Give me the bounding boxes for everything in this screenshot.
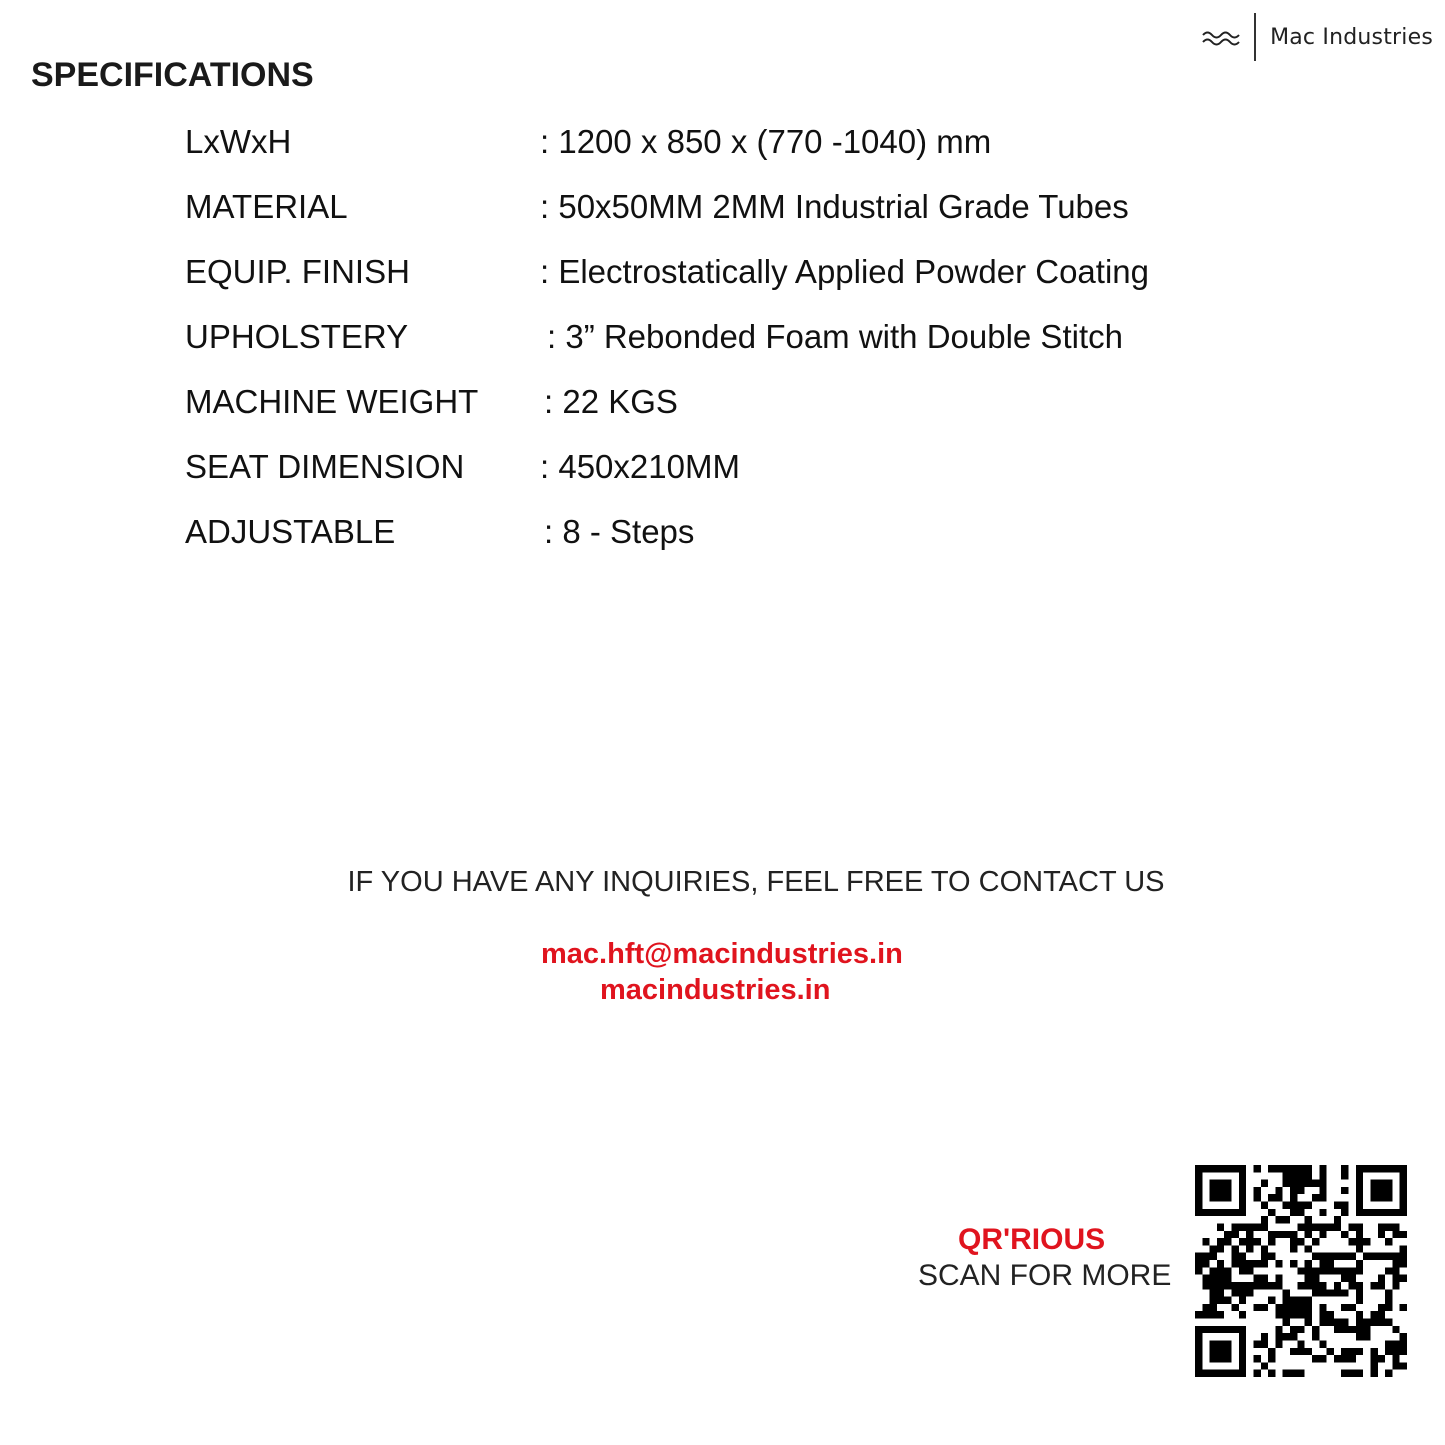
spec-value: : 3” Rebonded Foam with Double Stitch xyxy=(547,318,1123,355)
page-title: SPECIFICATIONS xyxy=(31,56,314,94)
qr-brand-label: QR'RIOUS xyxy=(958,1223,1106,1256)
spec-value: : 22 KGS xyxy=(544,383,678,420)
spec-value: : 1200 x 850 x (770 -1040) mm xyxy=(540,123,992,160)
qr-code-icon[interactable] xyxy=(1195,1165,1407,1377)
spec-row-adjustable xyxy=(185,513,1285,563)
spec-row-material xyxy=(185,188,1285,238)
brand-divider xyxy=(1254,13,1256,61)
spec-value: : 8 - Steps xyxy=(544,513,695,550)
spec-row-seat-dimension xyxy=(185,448,1285,498)
waves-logo-icon xyxy=(1202,26,1240,48)
spec-label: MACHINE WEIGHT xyxy=(185,383,479,420)
spec-value: : 450x210MM xyxy=(540,448,740,485)
spec-row-dimensions xyxy=(185,123,1285,173)
spec-label: LxWxH xyxy=(185,123,292,160)
spec-value: : Electrostatically Applied Powder Coating xyxy=(540,253,1149,290)
spec-label: ADJUSTABLE xyxy=(185,513,396,550)
brand-name: Mac Industries xyxy=(1270,24,1433,50)
contact-heading: IF YOU HAVE ANY INQUIRIES, FEEL FREE TO CONTACT US xyxy=(347,866,1165,898)
email-link[interactable]: mac.hft@macindustries.in xyxy=(541,938,903,970)
spec-row-weight xyxy=(185,383,1285,433)
brand-header xyxy=(1202,12,1433,62)
spec-value: : 50x50MM 2MM Industrial Grade Tubes xyxy=(540,188,1129,225)
website-link[interactable]: macindustries.in xyxy=(600,974,831,1006)
qr-caption: SCAN FOR MORE xyxy=(918,1259,1172,1292)
spec-label: UPHOLSTERY xyxy=(185,318,409,355)
spec-label: MATERIAL xyxy=(185,188,348,225)
spec-row-finish xyxy=(185,253,1285,303)
spec-label: EQUIP. FINISH xyxy=(185,253,410,290)
spec-row-upholstery xyxy=(185,318,1285,368)
spec-label: SEAT DIMENSION xyxy=(185,448,465,485)
